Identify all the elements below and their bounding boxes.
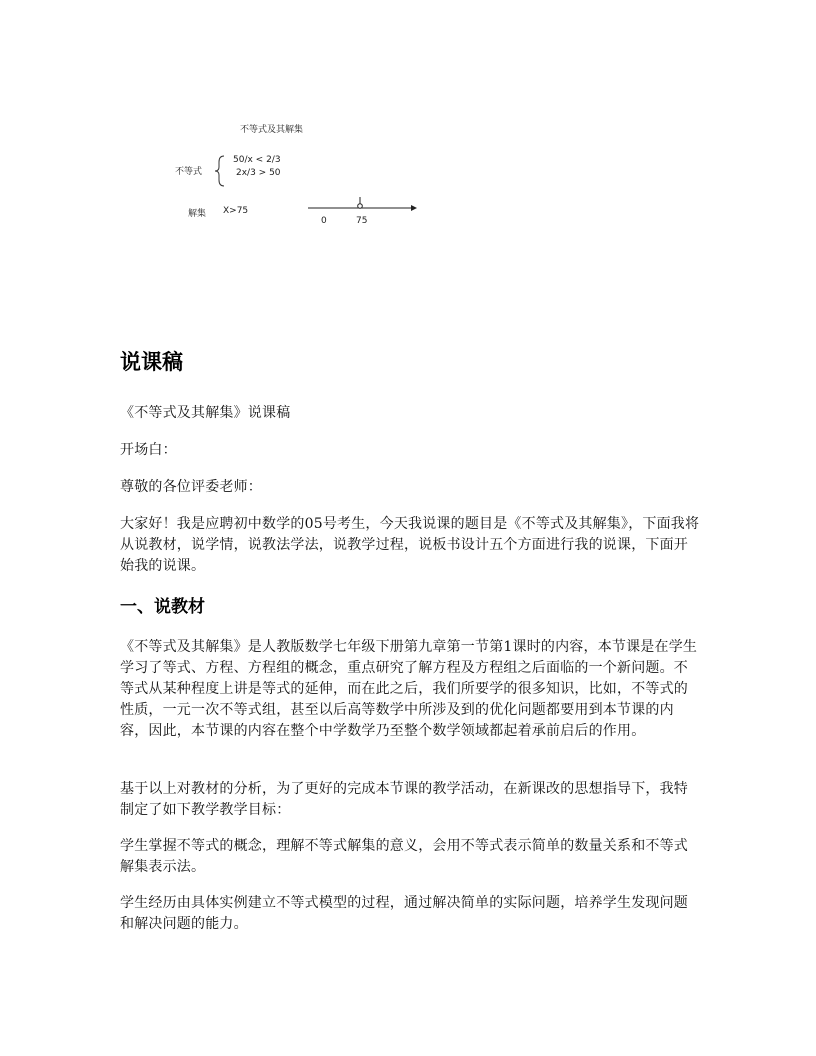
greeting: 尊敬的各位评委老师： xyxy=(120,479,262,495)
tick-label-75: 75 xyxy=(356,216,368,226)
number-line xyxy=(305,196,420,216)
goal-paragraph-1: 学生掌握不等式的概念，理解不等式解集的意义，会用不等式表示简单的数量关系和不等式解集表示法。 xyxy=(120,838,688,875)
section-heading-teaching-material: 一、说教材 xyxy=(120,597,205,617)
solution-set: X>75 xyxy=(223,206,249,216)
inequality-1: 50/x < 2/3 xyxy=(233,155,281,165)
brace-icon xyxy=(214,154,228,188)
tick-label-0: 0 xyxy=(321,216,327,226)
intro-paragraph: 大家好！我是应聘初中数学的05号考生，今天我说课的题目是《不等式及其解集》，下面我将从说教材，说学情，说教法学法，说教学过程，说板书设计五个方面进行我的说课，下面开始我的说课。 xyxy=(120,516,700,574)
material-paragraph: 《不等式及其解集》是人教版数学七年级下册第九章第一节第1课时的内容，本节课是在学生学习了等式、方程、方程组的概念，重点研究了解方程及方程组之后面临的一个新问题。不等式从某种程度上讲是等式的延伸，而在此之后，我们所要学的很多知识，比如，不等式的性质，一元一次不等式组，甚至以后高等数学中所涉及到的优化问题都要用到本节课的内容，因此，本节课的内容在整个中学数学乃至整个数学领域都起着承前启后的作用。 xyxy=(120,639,698,739)
solution-label: 解集 xyxy=(188,209,207,219)
document-subtitle: 《不等式及其解集》说课稿 xyxy=(120,405,291,421)
goal-paragraph-2: 学生经历由具体实例建立不等式模型的过程，通过解决简单的实际问题，培养学生发现问题和解决问题的能力。 xyxy=(120,895,688,932)
board-figure xyxy=(0,0,816,240)
goals-intro-paragraph: 基于以上对教材的分析，为了更好的完成本节课的教学活动，在新课改的思想指导下，我特制定了如下教学教学目标： xyxy=(120,781,688,818)
inequality-2: 2x/3 > 50 xyxy=(236,168,281,178)
open-point-marker xyxy=(358,204,363,209)
arrow-head-icon xyxy=(411,205,417,211)
inequality-label: 不等式 xyxy=(175,167,203,177)
document-title: 说课稿 xyxy=(120,350,183,374)
figure-title: 不等式及其解集 xyxy=(240,125,304,135)
opening-label: 开场白： xyxy=(120,442,177,458)
